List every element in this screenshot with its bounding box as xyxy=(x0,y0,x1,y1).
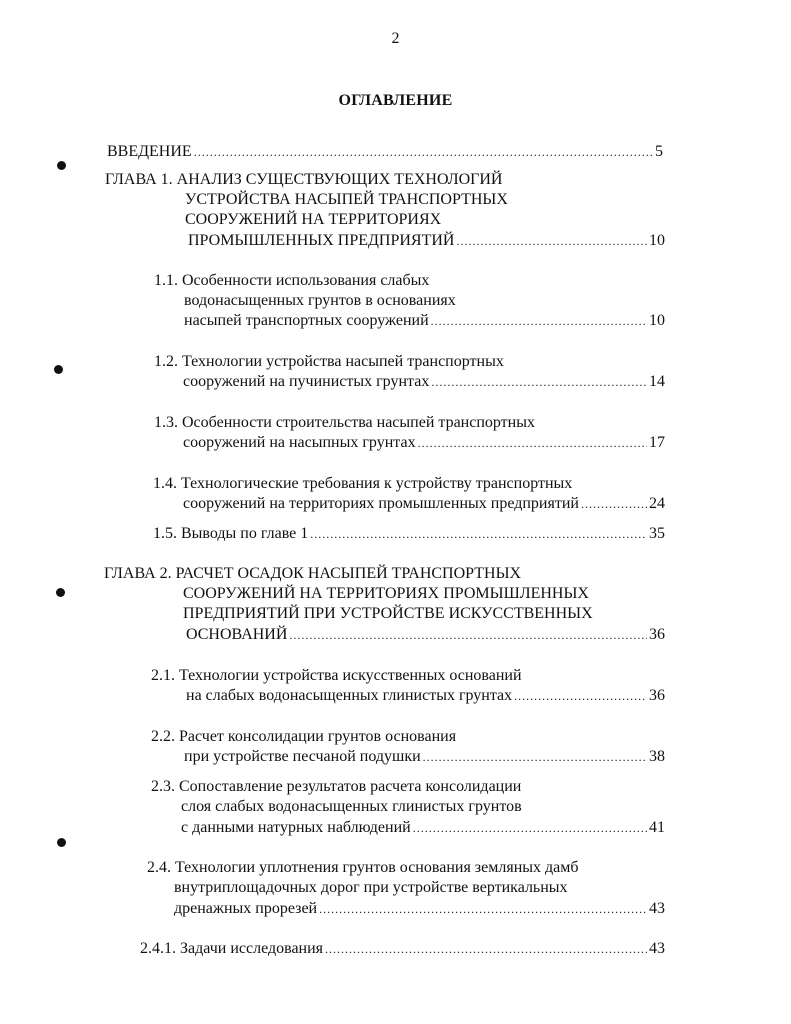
toc-entry-line: сооружений на насыпных грунтах xyxy=(183,434,416,451)
binder-hole-mark xyxy=(56,588,65,597)
binder-hole-mark xyxy=(57,838,66,847)
toc-entry-page: 38 xyxy=(649,748,665,765)
chapter-1-heading-line: ПРОМЫШЛЕННЫХ ПРЕДПРИЯТИЙ xyxy=(188,232,455,249)
toc-entry-page: 35 xyxy=(649,525,665,542)
chapter-1-heading[interactable]: ГЛАВА 1. АНАЛИЗ СУЩЕСТВУЮЩИХ ТЕХНОЛОГИЙ xyxy=(105,171,503,188)
toc-entry-line: насыпей транспортных сооружений xyxy=(184,312,429,329)
toc-entry-1-5[interactable] xyxy=(153,524,665,544)
toc-entry-last-line xyxy=(183,433,665,453)
toc-entry-label: 2.4.1. Задачи исследования xyxy=(140,940,324,957)
chapter-1-heading-line: СООРУЖЕНИЙ НА ТЕРРИТОРИЯХ xyxy=(185,211,442,228)
toc-entry-2-4-1[interactable] xyxy=(140,939,665,959)
toc-entry-last-line xyxy=(184,311,665,331)
dot-leader xyxy=(514,686,647,706)
dot-leader xyxy=(418,433,647,453)
chapter-2-heading-line: ОСНОВАНИЙ xyxy=(186,626,288,643)
chapter-1-heading-line: УСТРОЙСТВА НАСЫПЕЙ ТРАНСПОРТНЫХ xyxy=(185,191,508,208)
toc-entry-1-3[interactable]: 1.3. Особенности строительства насыпей транспортных xyxy=(154,414,535,431)
toc-entry-2-2[interactable]: 2.2. Расчет консолидации грунтов основания xyxy=(151,728,457,745)
toc-entry-page: 10 xyxy=(649,232,665,249)
toc-entry-line: внутриплощадочных дорог при устройстве вертикальных xyxy=(174,879,568,896)
toc-entry-line: слоя слабых водонасыщенных глинистых грунтов xyxy=(181,798,522,815)
toc-entry-page: 10 xyxy=(649,312,665,329)
toc-entry-label: ВВЕДЕНИЕ xyxy=(107,143,192,160)
dot-leader xyxy=(289,625,647,645)
chapter-2-heading[interactable]: ГЛАВА 2. РАСЧЕТ ОСАДОК НАСЫПЕЙ ТРАНСПОРТНЫХ xyxy=(104,565,522,582)
toc-entry-page: 17 xyxy=(649,434,665,451)
dot-leader xyxy=(581,494,647,514)
chapter-1-heading-last-line xyxy=(188,231,665,251)
toc-entry-page: 36 xyxy=(649,626,665,643)
dot-leader xyxy=(431,372,647,392)
toc-entry-page: 41 xyxy=(649,819,665,836)
binder-hole-mark xyxy=(57,161,66,170)
toc-entry-last-line xyxy=(181,818,665,838)
toc-entry-line: водонасыщенных грунтов в основаниях xyxy=(184,292,456,309)
toc-entry-last-line xyxy=(184,747,665,767)
toc-entry-last-line xyxy=(183,372,665,392)
toc-title: ОГЛАВЛЕНИЕ xyxy=(338,92,453,109)
toc-entry-page: 43 xyxy=(649,940,665,957)
chapter-2-heading-last-line xyxy=(186,625,665,645)
dot-leader xyxy=(319,899,647,919)
toc-entry-introduction[interactable] xyxy=(107,142,663,162)
chapter-2-heading-line: СООРУЖЕНИЙ НА ТЕРРИТОРИЯХ ПРОМЫШЛЕННЫХ xyxy=(183,585,589,602)
toc-entry-line: с данными натурных наблюдений xyxy=(181,819,411,836)
toc-entry-last-line xyxy=(183,494,665,514)
toc-entry-1-1[interactable]: 1.1. Особенности использования слабых xyxy=(154,272,430,289)
toc-entry-last-line xyxy=(174,899,665,919)
chapter-2-heading-line: ПРЕДПРИЯТИЙ ПРИ УСТРОЙСТВЕ ИСКУССТВЕННЫХ xyxy=(183,605,593,622)
dot-leader xyxy=(456,231,647,251)
toc-entry-1-4[interactable]: 1.4. Технологические требования к устройству транспортных xyxy=(153,475,573,492)
page-number: 2 xyxy=(391,30,400,47)
dot-leader xyxy=(194,142,653,162)
toc-entry-2-1[interactable]: 2.1. Технологии устройства искусственных оснований xyxy=(151,667,522,684)
toc-entry-page: 36 xyxy=(649,687,665,704)
toc-entry-2-3[interactable]: 2.3. Сопоставление результатов расчета консолидации xyxy=(151,778,522,795)
toc-entry-line: дренажных прорезей xyxy=(174,900,318,917)
toc-entry-page: 24 xyxy=(649,495,665,512)
toc-entry-page: 43 xyxy=(649,900,665,917)
toc-entry-line: при устройстве песчаной подушки xyxy=(184,748,421,765)
toc-entry-line: сооружений на пучинистых грунтах xyxy=(183,373,430,390)
dot-leader xyxy=(413,818,647,838)
dot-leader xyxy=(310,524,647,544)
toc-entry-page: 14 xyxy=(649,373,665,390)
toc-entry-label: 1.5. Выводы по главе 1 xyxy=(153,525,309,542)
toc-entry-1-2[interactable]: 1.2. Технологии устройства насыпей транспортных xyxy=(154,353,504,370)
toc-entry-last-line xyxy=(186,686,665,706)
binder-hole-mark xyxy=(54,365,63,374)
toc-entry-line: на слабых водонасыщенных глинистых грунтах xyxy=(186,687,513,704)
toc-entry-2-4[interactable]: 2.4. Технологии уплотнения грунтов основания земляных дамб xyxy=(147,859,579,876)
dot-leader xyxy=(423,747,647,767)
toc-entry-line: сооружений на территориях промышленных предприятий xyxy=(183,495,579,512)
dot-leader xyxy=(325,939,647,959)
toc-entry-page: 5 xyxy=(655,143,663,160)
dot-leader xyxy=(431,311,647,331)
